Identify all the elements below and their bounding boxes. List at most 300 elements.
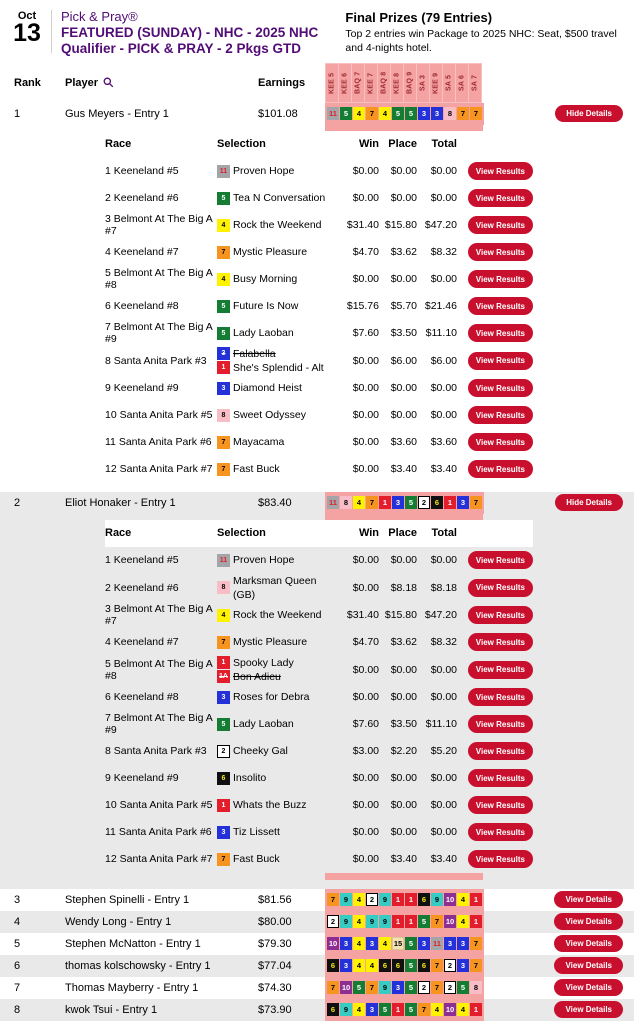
saddle-cloth-chip: 4 [353,937,365,950]
race-row [105,547,533,574]
horse-name: Fast Buck [233,463,280,476]
horse-name: Rock the Weekend [233,219,322,232]
race-name: 4 Keeneland #7 [105,246,179,259]
saddle-cloth-chip: 3 [431,107,443,120]
saddle-cloth-chip: 3 [217,826,230,839]
leaderboard-row [0,955,634,977]
saddle-cloth-chip: 5 [405,107,417,120]
view-results-button[interactable]: View Results [468,460,533,478]
horse-name: Mystic Pleasure [233,246,308,259]
entry-player: Wendy Long - Entry 1 [65,915,172,928]
race-win: $7.60 [352,327,379,340]
selection [217,825,341,839]
race-selections [217,272,341,286]
saddle-cloth-chip: 6 [431,496,443,509]
saddle-cloth-chip: 4 [353,496,365,509]
detail-col-total: Total [431,138,457,151]
view-results-button[interactable]: View Results [468,769,533,787]
race-selections [217,191,341,205]
view-results-button[interactable]: View Results [468,551,533,569]
entry-player: thomas kolschowsky - Entry 1 [65,959,211,972]
saddle-cloth-chip: 3 [392,981,404,994]
saddle-cloth-chip: 5 [405,959,417,972]
saddle-cloth-chip: 7 [217,246,230,259]
entry-player: Eliot Honaker - Entry 1 [65,496,176,509]
view-results-button[interactable]: View Results [468,742,533,760]
view-results-button[interactable]: View Results [468,270,533,288]
race-columns-strip [325,63,482,103]
selection [217,717,341,731]
race-place: $3.40 [390,463,417,476]
horse-name: Sweet Odyssey [233,409,306,422]
horse-name: She's Splendid - Alt [233,361,324,374]
race-win: $3.00 [352,745,379,758]
saddle-cloth-chip: 3 [392,496,404,509]
selection [217,347,341,361]
race-place: $3.50 [390,327,417,340]
toggle-details-button[interactable]: View Details [554,913,623,930]
saddle-cloth-chip: 1 [405,915,417,928]
view-results-button[interactable]: View Results [468,661,533,679]
detail-col-win: Win [358,138,379,151]
entry-earnings: $83.40 [258,496,292,509]
race-name: 12 Santa Anita Park #7 [105,463,213,476]
view-results-button[interactable]: View Results [468,352,533,370]
saddle-cloth-chip: 11 [431,937,443,950]
view-results-button[interactable]: View Results [468,162,533,180]
view-results-button[interactable]: View Results [468,406,533,424]
search-icon[interactable] [103,77,114,88]
saddle-cloth-chip: 7 [217,463,230,476]
saddle-cloth-chip: 4 [217,273,230,286]
saddle-cloth-chip: 10 [341,983,351,993]
saddle-cloth-chip: 6 [379,959,391,972]
saddle-cloth-chip: 5 [405,496,417,509]
selection [217,656,341,670]
saddle-cloth-chip: 7 [470,937,482,950]
race-win: $15.76 [346,300,379,313]
saddle-cloth-chip: 7 [366,107,378,120]
saddle-cloth-chip: 2 [444,981,456,994]
race-total: $47.20 [424,219,457,232]
detail-col-win: Win [358,527,379,540]
saddle-cloth-chip: 9 [366,915,378,928]
horse-name: Proven Hope [233,554,295,567]
saddle-cloth-chip: 1 [217,656,230,669]
race-selections [217,299,341,313]
leaderboard-row [0,103,634,125]
saddle-cloth-chip: 8 [444,107,456,120]
saddle-cloth-chip: 10 [445,1005,455,1015]
saddle-cloth-chip: 11 [327,496,339,509]
race-selections [217,852,341,866]
race-row [105,602,533,629]
selection [217,852,341,866]
race-column-label: KEE 8 [391,64,403,102]
entries-list [0,103,634,1021]
leaderboard-row [0,889,634,911]
race-total: $6.00 [430,354,457,367]
race-total: $0.00 [430,192,457,205]
saddle-cloth-chip: 8 [217,581,230,594]
saddle-cloth-chip: 5 [418,915,430,928]
event-date-day: 13 [13,19,41,47]
race-row [105,212,533,239]
saddle-cloth-chip: 7 [431,959,443,972]
saddle-cloth-chip: 7 [366,981,378,994]
race-win: $0.00 [352,826,379,839]
toggle-details-button[interactable]: View Details [554,1001,623,1018]
race-row [105,574,533,602]
race-selections [217,164,341,178]
picks-strip [325,492,484,514]
race-place: $0.00 [390,192,417,205]
race-name: 11 Santa Anita Park #6 [105,436,212,449]
race-total: $3.40 [430,463,457,476]
race-name: 6 Keeneland #8 [105,691,179,704]
picks-strip [325,889,484,911]
saddle-cloth-chip: 9 [340,915,352,928]
saddle-cloth-chip: 3 [418,937,430,950]
saddle-cloth-chip: 7 [470,959,482,972]
selection [217,574,341,602]
race-name: 9 Keeneland #9 [105,382,179,395]
saddle-cloth-chip: 1 [379,496,391,509]
saddle-cloth-chip: 1 [470,893,482,906]
race-win: $0.00 [352,772,379,785]
horse-name: Busy Morning [233,273,298,286]
selection [217,635,341,649]
race-row [105,158,533,185]
entry-earnings: $81.56 [258,893,292,906]
saddle-cloth-chip: 1 [470,915,482,928]
race-place: $0.00 [390,382,417,395]
saddle-cloth-chip: 5 [217,300,230,313]
race-name: 7 Belmont At The Big A #9 [105,712,213,737]
selection [217,164,341,178]
saddle-cloth-chip: 1 [392,915,404,928]
entry-rank: 7 [14,981,21,994]
race-place: $0.00 [390,772,417,785]
race-row [105,429,533,456]
saddle-cloth-chip: 2 [444,959,456,972]
saddle-cloth-chip: 2 [418,496,430,509]
saddle-cloth-chip: 4 [379,107,391,120]
saddle-cloth-chip: 4 [217,609,230,622]
leaderboard-header [0,63,634,103]
saddle-cloth-chip: 1 [405,893,417,906]
race-row [105,293,533,320]
race-place: $5.70 [390,300,417,313]
saddle-cloth-chip: 4 [431,1003,443,1016]
saddle-cloth-chip: 7 [217,436,230,449]
toggle-details-button[interactable]: View Details [554,935,623,952]
page-header [0,0,634,59]
saddle-cloth-chip: 9 [379,893,391,906]
horse-name: Tiz Lissett [233,826,280,839]
race-selections [217,553,341,567]
view-results-button[interactable]: View Results [468,433,533,451]
saddle-cloth-chip: 3 [366,1003,378,1016]
event-date-month: Oct [17,10,37,22]
race-selections [217,608,341,622]
horse-name: Spooky Lady [233,656,294,669]
saddle-cloth-chip: 4 [457,1003,469,1016]
race-name: 2 Keeneland #6 [105,192,179,205]
entry-rank: 6 [14,959,21,972]
saddle-cloth-chip: 5 [405,937,417,950]
race-total: $3.60 [430,436,457,449]
selection [217,272,341,286]
horse-name: Insolito [233,772,267,785]
saddle-cloth-chip: 4 [366,959,378,972]
race-win: $0.00 [352,192,379,205]
view-results-button[interactable]: View Results [468,688,533,706]
picks-strip [325,999,484,1021]
contest-title: FEATURED (SUNDAY) - NHC - 2025 NHC Qualifier - PICK & PRAY - 2 Pkgs GTD [60,25,319,56]
race-win: $0.00 [352,691,379,704]
race-column-label: KEE 6 [339,64,351,102]
saddle-cloth-chip: 4 [353,893,365,906]
leaderboard-row [0,933,634,955]
entry-rank: 4 [14,915,21,928]
saddle-cloth-chip: 3 [217,691,230,704]
race-selections [217,381,341,395]
selection [217,435,341,449]
entry-player: Stephen Spinelli - Entry 1 [65,893,190,906]
race-name: 5 Belmont At The Big A #8 [105,267,213,292]
view-results-button[interactable]: View Results [468,633,533,651]
race-place: $3.62 [390,246,417,259]
race-name: 4 Keeneland #7 [105,636,179,649]
leaderboard-row [0,492,634,514]
race-selections [217,435,341,449]
race-selections [217,326,341,340]
saddle-cloth-chip: 7 [327,981,339,994]
race-total: $5.20 [430,745,457,758]
saddle-cloth-chip: 11 [327,107,339,120]
saddle-cloth-chip: 9 [340,1003,352,1016]
view-results-button[interactable]: View Results [468,606,533,624]
view-results-button[interactable]: View Results [468,823,533,841]
race-place: $6.00 [390,354,417,367]
toggle-details-button[interactable]: Hide Details [555,494,623,511]
saddle-cloth-chip: 7 [470,107,482,120]
entry-earnings: $80.00 [258,915,292,928]
saddle-cloth-chip: 2 [366,893,378,906]
race-row [105,266,533,293]
race-column-label: SA 7 [469,64,481,102]
race-row [105,347,533,375]
saddle-cloth-chip: 4 [457,893,469,906]
rank-column-header: Rank [14,76,41,89]
race-column-label: BAQ 9 [404,64,416,102]
race-name: 8 Santa Anita Park #3 [105,354,207,367]
horse-name: Rock the Weekend [233,609,322,622]
race-column-label: BAQ 8 [378,64,390,102]
race-win: $0.00 [352,663,379,676]
race-total: $0.00 [430,273,457,286]
race-row [105,738,533,765]
picks-strip [325,103,484,125]
race-selections [217,656,341,684]
saddle-cloth-chip: 15 [393,939,403,949]
header-divider [51,10,52,53]
race-name: 9 Keeneland #9 [105,772,179,785]
saddle-cloth-chip: 2 [327,915,339,928]
race-row [105,819,533,846]
saddle-cloth-chip: 6 [418,893,430,906]
saddle-cloth-chip: 9 [431,893,443,906]
selection [217,381,341,395]
race-win: $0.00 [352,554,379,567]
horse-name: Marksman Queen (GB) [233,574,317,601]
event-date [10,9,44,57]
race-row [105,656,533,684]
saddle-cloth-chip: 1 [470,1003,482,1016]
saddle-cloth-chip: 9 [379,915,391,928]
entry-earnings: $101.08 [258,107,298,120]
race-win: $0.00 [352,853,379,866]
race-column-label: KEE 7 [365,64,377,102]
horse-name: Tea N Conversation [233,192,326,205]
saddle-cloth-chip: 7 [217,636,230,649]
saddle-cloth-chip: 4 [217,219,230,232]
race-win: $0.00 [352,273,379,286]
picks-strip [325,955,484,977]
saddle-cloth-chip: 8 [340,496,352,509]
race-place: $0.00 [390,799,417,812]
race-selections [217,717,341,731]
race-total: $8.32 [430,636,457,649]
race-total: $0.00 [430,799,457,812]
race-name: 12 Santa Anita Park #7 [105,853,213,866]
prizes-block [345,9,624,57]
toggle-details-button[interactable]: Hide Details [555,105,623,122]
selection [217,408,341,422]
selection [217,245,341,259]
saddle-cloth-chip: 6 [392,959,404,972]
race-name: 3 Belmont At The Big A #7 [105,213,213,238]
race-total: $47.20 [424,609,457,622]
race-row [105,239,533,266]
race-selections [217,690,341,704]
race-row [105,402,533,429]
race-row [105,846,533,873]
saddle-cloth-chip: 1 [217,799,230,812]
race-place: $0.00 [390,663,417,676]
selection [217,462,341,476]
entry-rank: 3 [14,893,21,906]
race-total: $8.18 [430,581,457,594]
saddle-cloth-chip: 5 [392,107,404,120]
race-column-label: KEE 5 [326,64,338,102]
detail-col-place: Place [388,138,417,151]
selection [217,218,341,232]
detail-rows [105,547,533,873]
entry-player: Gus Meyers - Entry 1 [65,107,169,120]
saddle-cloth-chip: 8 [470,981,482,994]
view-results-button[interactable]: View Results [468,324,533,342]
race-name: 5 Belmont At The Big A #8 [105,657,213,682]
prizes-title: Final Prizes (79 Entries) [345,10,493,25]
view-results-button[interactable]: View Results [468,850,533,868]
view-results-button[interactable]: View Results [468,189,533,207]
race-win: $0.00 [352,463,379,476]
race-win: $4.70 [352,246,379,259]
race-win: $0.00 [352,382,379,395]
view-results-button[interactable]: View Results [468,216,533,234]
horse-name: Mystic Pleasure [233,636,308,649]
race-win: $7.60 [352,718,379,731]
detail-col-race: Race [105,527,132,540]
saddle-cloth-chip: 3 [366,937,378,950]
saddle-cloth-chip: 11 [217,165,230,178]
race-total: $11.10 [425,327,457,340]
toggle-details-button[interactable]: View Details [554,979,623,996]
race-row [105,629,533,656]
view-results-button[interactable]: View Results [468,715,533,733]
leaderboard-row [0,911,634,933]
race-place: $0.00 [390,691,417,704]
saddle-cloth-chip: 5 [217,192,230,205]
race-place: $8.18 [390,581,417,594]
saddle-cloth-chip: 3 [457,496,469,509]
race-place: $3.60 [390,436,417,449]
saddle-cloth-chip: 10 [328,939,338,949]
toggle-details-button[interactable]: View Details [554,957,623,974]
saddle-cloth-chip: 3 [418,107,430,120]
view-results-button[interactable]: View Results [468,243,533,261]
race-total: $0.00 [430,165,457,178]
race-name: 6 Keeneland #8 [105,300,179,313]
race-name: 1 Keeneland #5 [105,554,179,567]
view-results-button[interactable]: View Results [468,297,533,315]
contest-title-block [61,9,345,57]
saddle-cloth-chip: 3 [217,347,230,360]
saddle-cloth-chip: 6 [217,772,230,785]
entry-details [0,514,634,889]
race-total: $3.40 [430,853,457,866]
race-row [105,456,533,483]
entry-player: kwok Tsui - Entry 1 [65,1003,158,1016]
view-results-button[interactable]: View Results [468,579,533,597]
saddle-cloth-chip: 5 [379,1003,391,1016]
race-win: $0.00 [352,581,379,594]
saddle-cloth-chip: 6 [418,959,430,972]
race-win: $31.40 [346,609,379,622]
selection [217,744,341,758]
race-place: $3.40 [390,853,417,866]
saddle-cloth-chip: 5 [340,107,352,120]
race-selections [217,825,341,839]
race-selections [217,218,341,232]
race-selections [217,635,341,649]
saddle-cloth-chip: 8 [217,409,230,422]
brand-name: Pick & Pray® [60,9,138,24]
saddle-cloth-chip: 3 [444,937,456,950]
race-selections [217,771,341,785]
race-selections [217,245,341,259]
toggle-details-button[interactable]: View Details [554,891,623,908]
race-selections [217,408,341,422]
saddle-cloth-chip: 7 [431,915,443,928]
selection [217,771,341,785]
view-results-button[interactable]: View Results [468,796,533,814]
view-results-button[interactable]: View Results [468,379,533,397]
entry-player: Thomas Mayberry - Entry 1 [65,981,199,994]
saddle-cloth-chip: 3 [340,959,352,972]
